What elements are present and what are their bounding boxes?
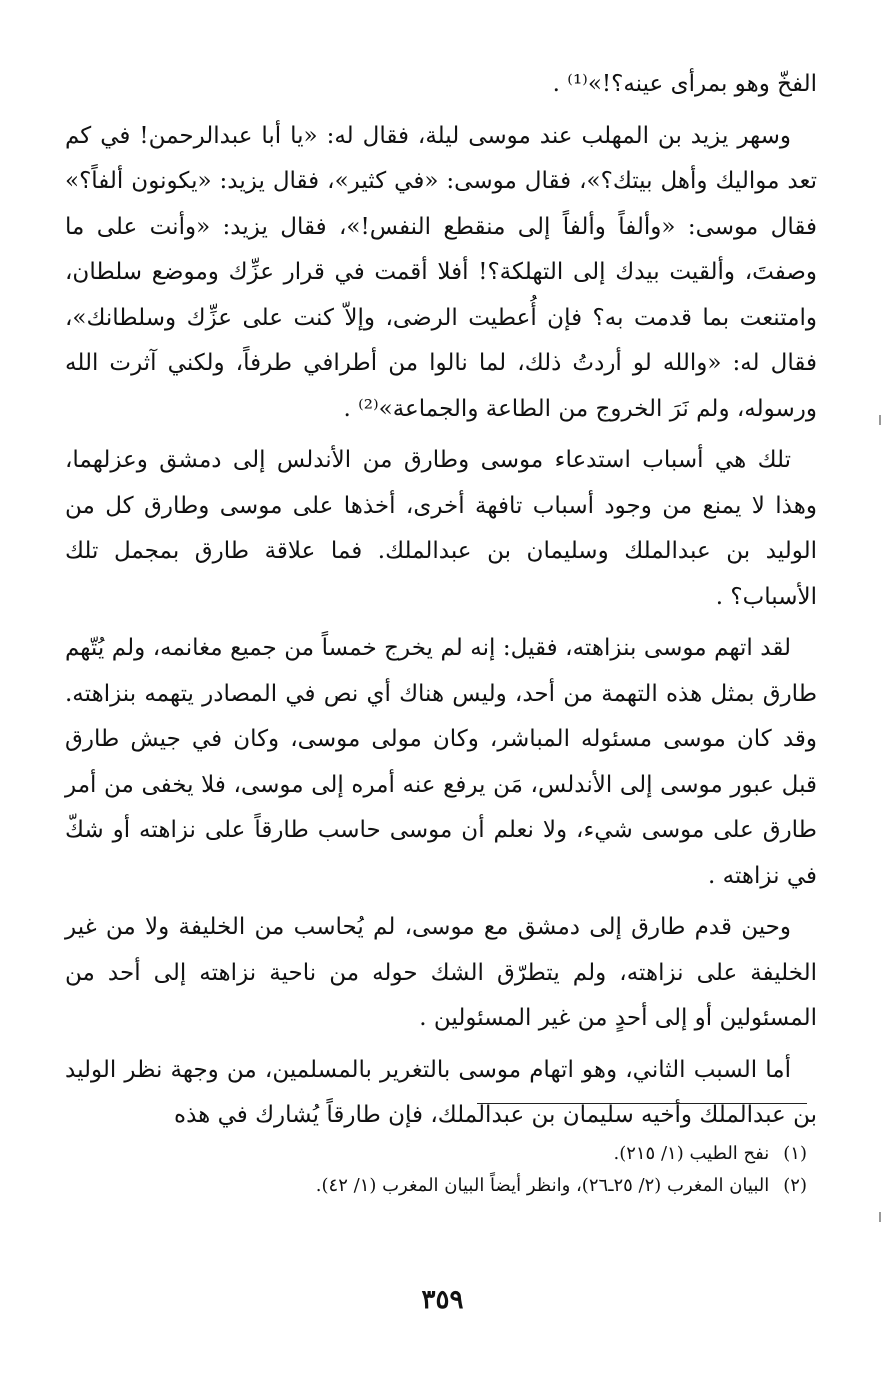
footnotes: [107, 1138, 807, 1202]
footnote-text: نفح الطيب (١/ ٢١٥).: [613, 1143, 770, 1164]
footnote-item: [107, 1138, 807, 1170]
paragraph-integrity-accusation: لقد اتهم موسى بنزاهته، فقيل: إنه لم يخرج خمساً من جميع مغانمه، ولم يُتّهم طارق بمثل هذه التهمة من أحد، وليس هناك أي نص في المصادر يتهمه بنزاهته. وقد كان موسى مسئوله المباشر، وكان مولى موسى، وكان في جيش طارق قبل عبور موسى إلى الأندلس، مَن يرفع عنه أمره إلى موسى، فلا يخفى من أمر طارق على موسى شيء، ولا نعلم أن موسى حاسب طارقاً على نزاهته أو شكّ في نزاهته .: [65, 635, 817, 889]
paragraph-damascus-arrival: وحين قدم طارق إلى دمشق مع موسى، لم يُحاسب من الخليفة ولا من غير الخليفة على نزاهته، ولم يتطرّق الشك حوله من ناحية نزاهته إلى أحد من المسئولين أو إلى أحدٍ من غير المسئولين .: [65, 914, 817, 1031]
footnote-number: (٢): [783, 1175, 807, 1196]
footnote-divider: [477, 1103, 807, 1104]
paragraph-reasons-summary: تلك هي أسباب استدعاء موسى وطارق من الأندلس إلى دمشق وعزلهما، وهذا لا يمنع من وجود أسباب تافهة أخرى، أخذها على موسى وطارق كل من الوليد بن عبدالملك وسليمان بن عبدالملك. فما علاقة طارق بمجمل تلك الأسباب؟ .: [65, 447, 817, 610]
footnote-item: [107, 1170, 807, 1202]
main-text: [65, 62, 817, 1145]
scan-edge-mark: [879, 415, 881, 425]
footnote-text: البيان المغرب (٢/ ٢٥ـ٢٦)، وانظر أيضاً البيان المغرب (١/ ٤٢).: [315, 1175, 770, 1196]
paragraph-yazid-dialogue: وسهر يزيد بن المهلب عند موسى ليلة، فقال له: «يا أبا عبدالرحمن! في كم تعد مواليك وأهل بيتك؟»، فقال موسى: «في كثير»، فقال يزيد: «يكونون ألفاً؟» فقال موسى: «وألفاً وألفاً إلى منقطع النفس!»، فقال يزيد: «وأنت على ما وصفتَ، وألقيت بيدك إلى التهلكة؟! أفلا أقمت في قرار عزِّك وموضع سلطان، وامتنعت بما قدمت به؟ فإن أُعطيت الرضى، وإلاّ كنت على عزِّك وسلطانك»، فقال له: «والله لو أردتُ ذلك، لما نالوا من أطرافي طرفاً، ولكني آثرت الله ورسوله، ولم نَرَ الخروج من الطاعة والجماعة»⁽²⁾ .: [65, 122, 818, 422]
page-number: ٣٥٩: [421, 1285, 464, 1315]
paragraph-second-reason: أما السبب الثاني، وهو اتهام موسى بالتغرير بالمسلمين، من وجهة نظر الوليد بن عبدالملك وأخيه سليمان بن عبدالملك، فإن طارقاً يُشارك في هذه: [65, 1056, 817, 1128]
footnote-number: (١): [783, 1143, 807, 1164]
scan-edge-mark: [879, 1212, 881, 1222]
paragraph-continuation: الفخّ وهو بمرأى عينه؟!»⁽¹⁾ .: [552, 71, 817, 97]
